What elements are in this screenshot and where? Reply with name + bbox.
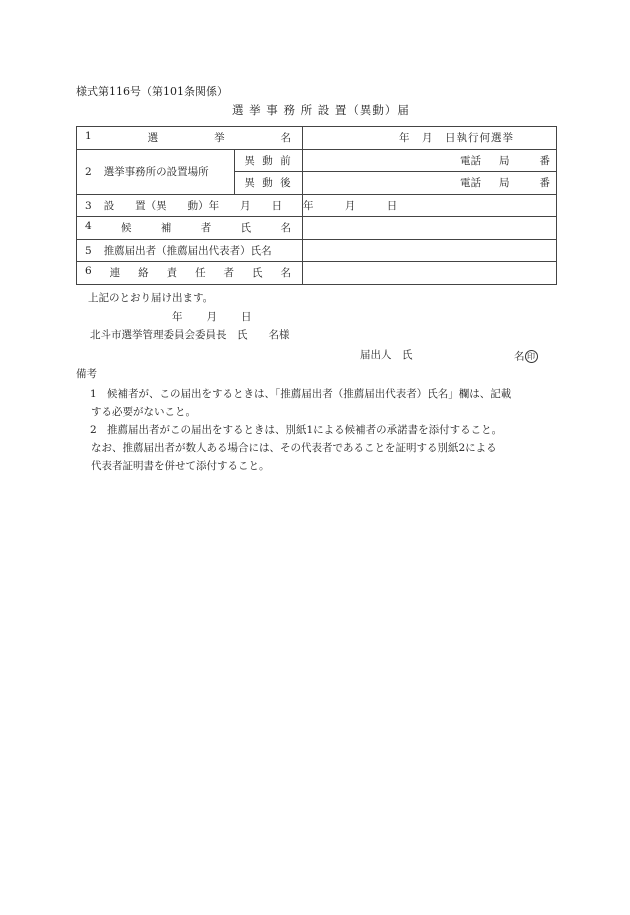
phone-label: 電話: [460, 154, 481, 167]
form-title: 選 挙 事 務 所 設 置（異動）届: [232, 103, 410, 117]
row-candidate-name: [77, 217, 557, 240]
row-recommender-name: [77, 239, 557, 262]
submitter-label: 届出人 氏: [360, 349, 413, 361]
before-change-label: 異 動 前: [235, 149, 303, 172]
office-location-label: 選挙事務所の設置場所: [103, 166, 209, 178]
note-number: 1: [90, 388, 97, 400]
label-char: 者: [200, 222, 212, 235]
form-number: 様式第116号（第101条関係）: [76, 85, 228, 98]
phone-number: 番: [539, 177, 550, 190]
after-change-label: 異 動 後: [235, 172, 303, 195]
establishment-date-label: 設 置（異 動）年 月 日: [103, 199, 283, 212]
establishment-date-field[interactable]: [303, 194, 557, 217]
notes-heading: 備考: [76, 368, 97, 380]
row-contact-person-name: [77, 262, 557, 285]
statement-text: 上記のとおり届け出ます。: [88, 292, 214, 304]
row-office-location-before: [77, 149, 557, 172]
submitter-name-suffix[interactable]: [514, 350, 538, 363]
row-number: 5: [85, 244, 92, 257]
label-char: 氏: [240, 222, 252, 235]
note-line: 推薦届出者がこの届出をするときは、別紙1による候補者の承諾書を添付すること。: [107, 424, 503, 436]
after-change-field[interactable]: [303, 172, 557, 195]
label-char: 選: [147, 132, 159, 145]
row-number: 3: [85, 199, 92, 212]
addressee: 北斗市選挙管理委員会委員長 氏 名様: [90, 329, 290, 341]
note-line: 代表者証明書を併せて添付すること。: [91, 460, 270, 472]
contact-person-name-field[interactable]: [303, 262, 557, 285]
label-char: 名: [280, 267, 291, 280]
election-date-text: 年 月 日執行何選挙: [399, 132, 514, 145]
date-year: 年: [303, 199, 314, 212]
phone-label: 電話: [460, 177, 481, 190]
label-char: 氏: [252, 267, 263, 280]
phone-number: 番: [539, 154, 550, 167]
row-establishment-date: [77, 194, 557, 217]
recommender-name-field[interactable]: [303, 239, 557, 262]
label-char: 名: [280, 132, 291, 145]
phone-exchange: 局: [499, 177, 510, 190]
label-char: 任: [195, 267, 206, 280]
label-char: 絡: [138, 267, 149, 280]
date-month: 月: [344, 199, 356, 212]
row-election-name: [77, 127, 557, 150]
application-table: [76, 126, 557, 285]
label-char: 候: [121, 222, 132, 235]
label-char: 責: [166, 267, 178, 280]
note-line: する必要がないこと。: [91, 406, 196, 418]
row-number: 2: [85, 166, 92, 178]
row-number: 4: [85, 220, 92, 233]
label-char: 名: [280, 222, 291, 235]
note-line: 候補者が、この届出をするときは、「推薦届出者（推薦届出代表者）氏名」欄は、記載: [107, 388, 512, 400]
note-line: なお、推薦届出者が数人ある場合には、その代表者であることを証明する別紙2による: [91, 442, 497, 454]
election-name-field[interactable]: [303, 127, 557, 150]
phone-exchange: 局: [499, 154, 510, 167]
label-char: 連: [109, 267, 121, 280]
name-suffix: 名: [514, 350, 525, 363]
label-char: 挙: [214, 132, 225, 145]
seal-icon: 印: [525, 350, 538, 363]
label-char: 補: [160, 222, 172, 235]
candidate-name-field[interactable]: [303, 217, 557, 240]
recommender-label: 推薦届出者（推薦届出代表者）氏名: [103, 244, 272, 257]
submission-date: 年 月 日: [172, 311, 253, 323]
before-change-field[interactable]: [303, 149, 557, 172]
note-number: 2: [90, 424, 97, 436]
label-char: 者: [223, 267, 235, 280]
row-number: 6: [85, 265, 92, 278]
date-day: 日: [386, 199, 398, 212]
row-number: 1: [85, 130, 92, 143]
